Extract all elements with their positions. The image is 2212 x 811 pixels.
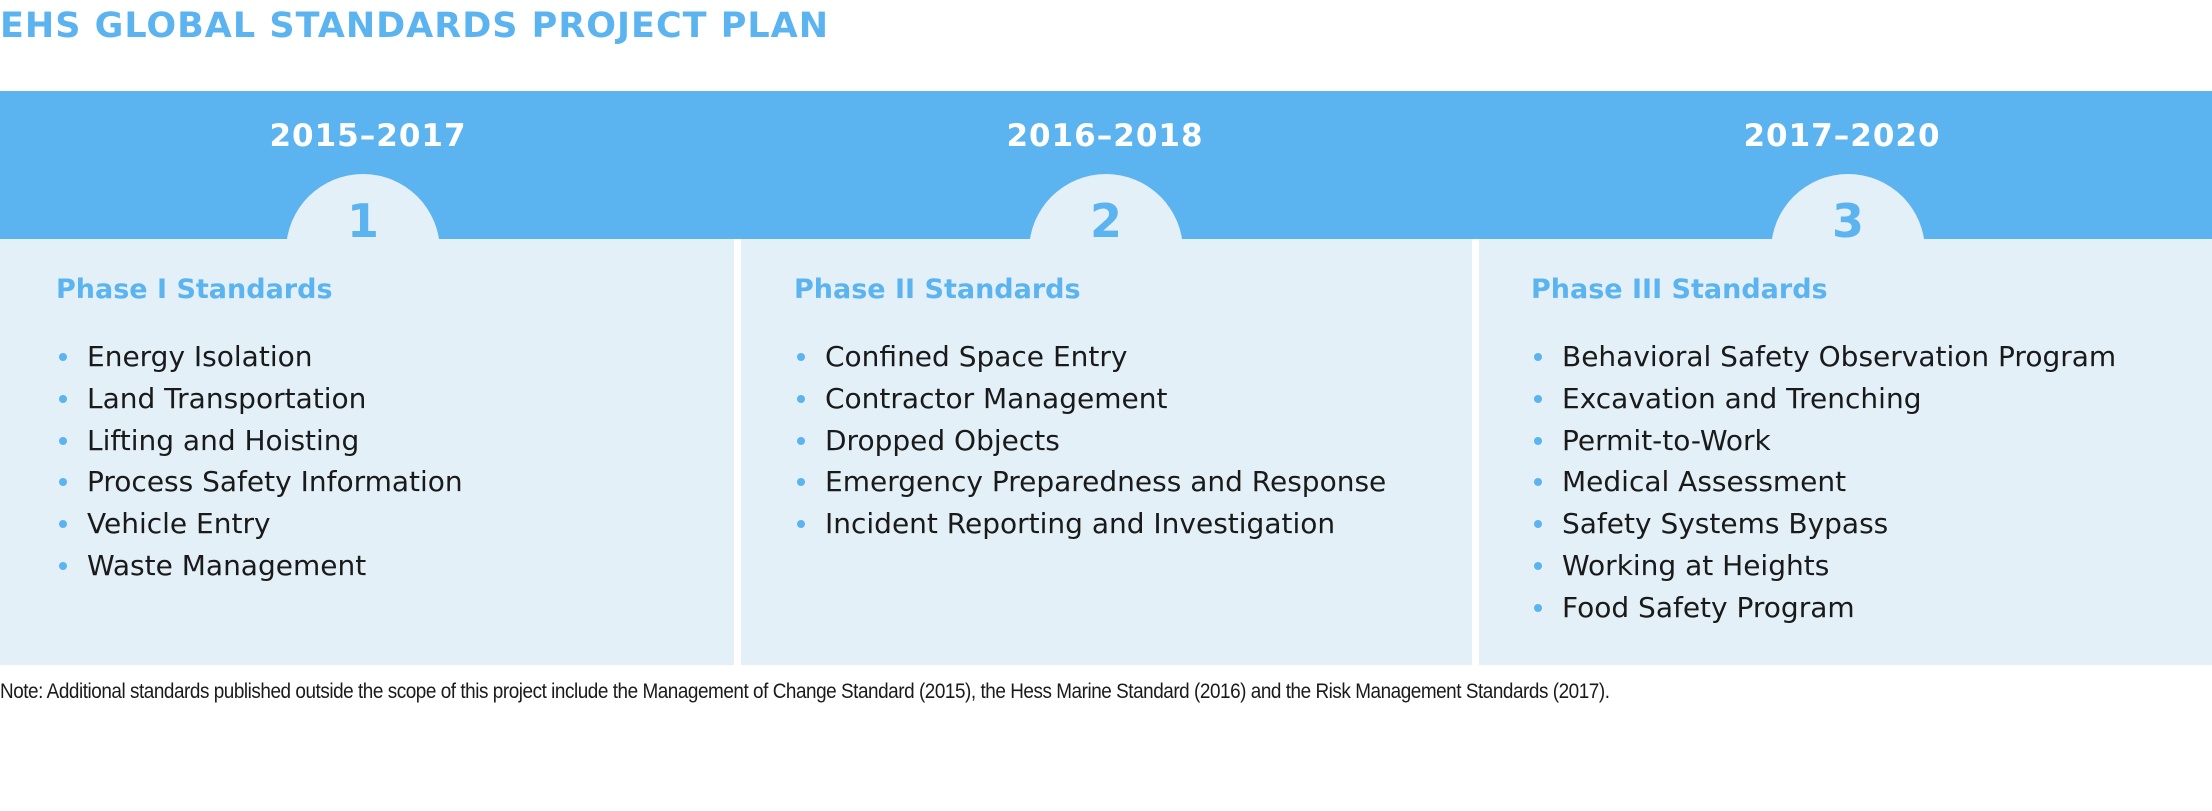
bullet-icon (797, 437, 805, 445)
bullet-icon (59, 562, 67, 570)
phase-3-years: 2017–2020 (1743, 118, 1941, 154)
bullet-icon (1534, 353, 1542, 361)
list-item (825, 378, 1386, 420)
list-item-label: Food Safety Program (1562, 590, 1855, 624)
list-item (1562, 420, 2116, 462)
list-item (1562, 378, 2116, 420)
list-item-label: Incident Reporting and Investigation (825, 507, 1336, 541)
bullet-icon (59, 395, 67, 403)
phase-1-number: 1 (346, 194, 379, 248)
phase-2-years: 2016–2018 (1006, 118, 1204, 154)
phase-1-title: Phase I Standards (56, 274, 333, 305)
bullet-icon (797, 395, 805, 403)
list-item (1562, 587, 2116, 629)
bullet-icon (1534, 562, 1542, 570)
list-item-label: Confined Space Entry (825, 340, 1128, 373)
list-item-label: Lifting and Hoisting (87, 423, 360, 457)
bullet-icon (1534, 604, 1542, 612)
bullet-icon (1534, 395, 1542, 403)
list-item-label: Safety Systems Bypass (1562, 507, 1889, 541)
list-item (87, 503, 463, 545)
list-item (87, 378, 463, 420)
list-item-label: Waste Management (87, 548, 367, 582)
list-item-label: Emergency Preparedness and Response (825, 465, 1387, 499)
phase-2-standards-list (825, 336, 1386, 545)
list-item (825, 461, 1386, 503)
list-item (1562, 461, 2116, 503)
phase-3-number: 3 (1831, 194, 1864, 248)
phase-1-standards-list (87, 336, 463, 587)
list-item-label: Vehicle Entry (87, 507, 271, 541)
phase-3-standards-list (1562, 336, 2116, 629)
list-item-label: Process Safety Information (87, 465, 463, 499)
bullet-icon (59, 353, 67, 361)
list-item (825, 336, 1386, 378)
list-item-label: Dropped Objects (825, 423, 1060, 457)
list-item-label: Permit-to-Work (1562, 423, 1771, 457)
bullet-icon (1534, 437, 1542, 445)
list-item (1562, 545, 2116, 587)
list-item-label: Excavation and Trenching (1562, 381, 1922, 415)
list-item (87, 545, 463, 587)
phase-2-title: Phase II Standards (794, 274, 1081, 305)
phase-2-number: 2 (1089, 194, 1122, 248)
list-item (87, 461, 463, 503)
list-item-label: Land Transportation (87, 381, 367, 415)
list-item (87, 336, 463, 378)
list-item (1562, 503, 2116, 545)
list-item-label: Behavioral Safety Observation Program (1562, 340, 2117, 373)
list-item (1562, 336, 2116, 378)
page-title: EHS GLOBAL STANDARDS PROJECT PLAN (0, 6, 830, 46)
list-item-label: Medical Assessment (1562, 465, 1847, 499)
footnote: Note: Additional standards published outside the scope of this project include the Management of Change Standard (2015), the Hess Marine Standard (2016) and the Risk Management Standards (2017). (0, 680, 1610, 703)
list-item (825, 420, 1386, 462)
list-item (87, 420, 463, 462)
bullet-icon (797, 353, 805, 361)
phase-1-years: 2015–2017 (269, 118, 467, 154)
list-item-label: Working at Heights (1562, 548, 1830, 582)
list-item (825, 503, 1386, 545)
list-item-label: Energy Isolation (87, 340, 313, 373)
phase-3-title: Phase III Standards (1531, 274, 1828, 305)
bullet-icon (59, 437, 67, 445)
list-item-label: Contractor Management (825, 381, 1168, 415)
